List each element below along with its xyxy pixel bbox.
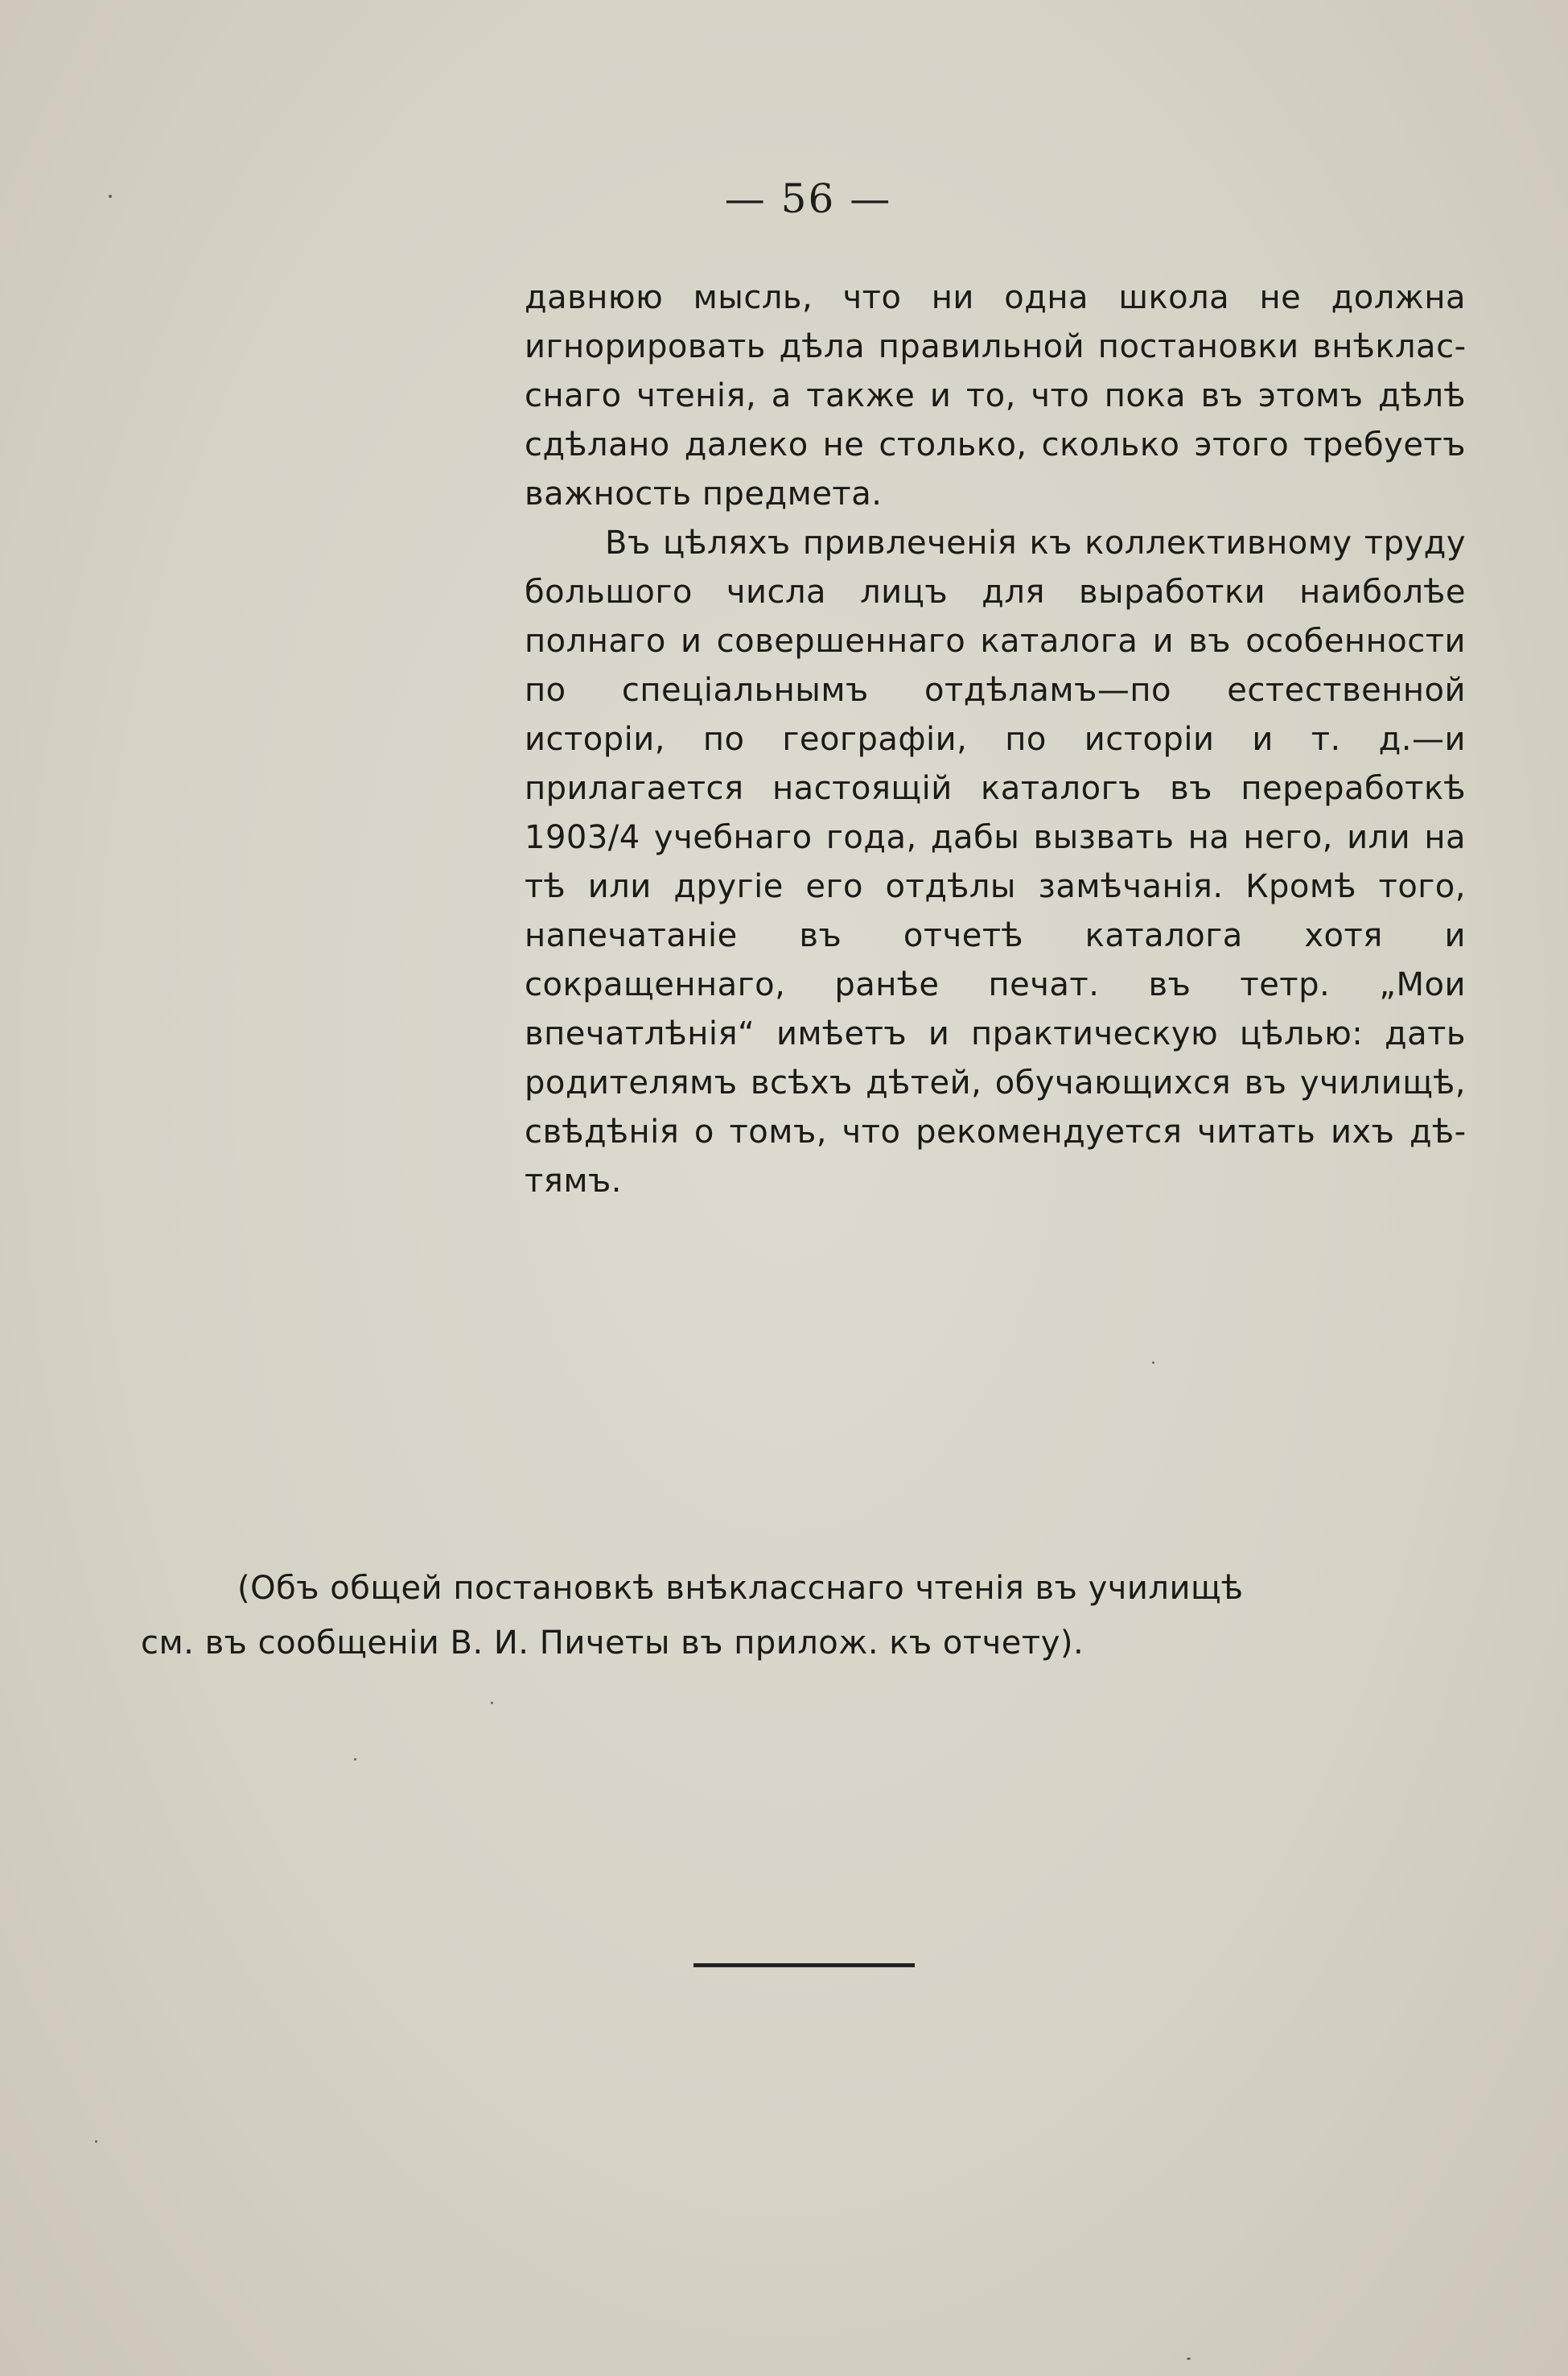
paragraph-2: Въ цѣляхъ привлеченія къ коллективному труду большого числа лицъ для выработки наиболѣе полнаго и совершеннаго каталога и въ особенности по спеціальнымъ отдѣламъ—по естественной исторіи, по географіи, по исторіи и т. д.—и прилагается настоящій каталогъ въ переработкѣ 1903/4 учебнаго года, дабы вызвать на него, или на тѣ или другіе его отдѣлы замѣчанія. Кромѣ того, напечатаніе въ отчетѣ каталога хотя и сокращеннаго, ранѣе печат. въ тетр. „Мои впечатлѣнія“ имѣетъ и практическую цѣлью: дать родителямъ всѣхъ дѣтей, обучающихся въ училищѣ, свѣдѣнія о томъ, что рекомендуется читать ихъ дѣтямъ. — [525, 525, 1466, 1200]
paper-speck — [354, 1758, 356, 1760]
footnote-line-1: (Объ общей постановкѣ внѣкласснаго чтенія въ училищѣ — [237, 1570, 1244, 1607]
paper-speck — [1187, 2357, 1191, 2360]
paper-speck — [109, 195, 112, 198]
paper-speck — [95, 2140, 97, 2143]
paper-speck — [1152, 1361, 1154, 1364]
paper-speck — [491, 1702, 493, 1704]
footnote — [141, 1561, 1460, 1670]
page-number: — 56 — — [724, 175, 892, 222]
paragraph-1: давнюю мысль, что ни одна школа не должна игнорировать дѣла правильной постановки внѣкласснаго чтенія, а также и то, что пока въ этомъ дѣлѣ сдѣлано далеко не столько, сколько этого требуетъ важность предмета. — [525, 279, 1466, 513]
footnote-line-2: см. въ сообщеніи В. И. Пичеты въ прилож. къ отчету). — [141, 1624, 1084, 1662]
main-text-block — [525, 274, 1466, 1206]
end-rule — [693, 1963, 915, 1967]
